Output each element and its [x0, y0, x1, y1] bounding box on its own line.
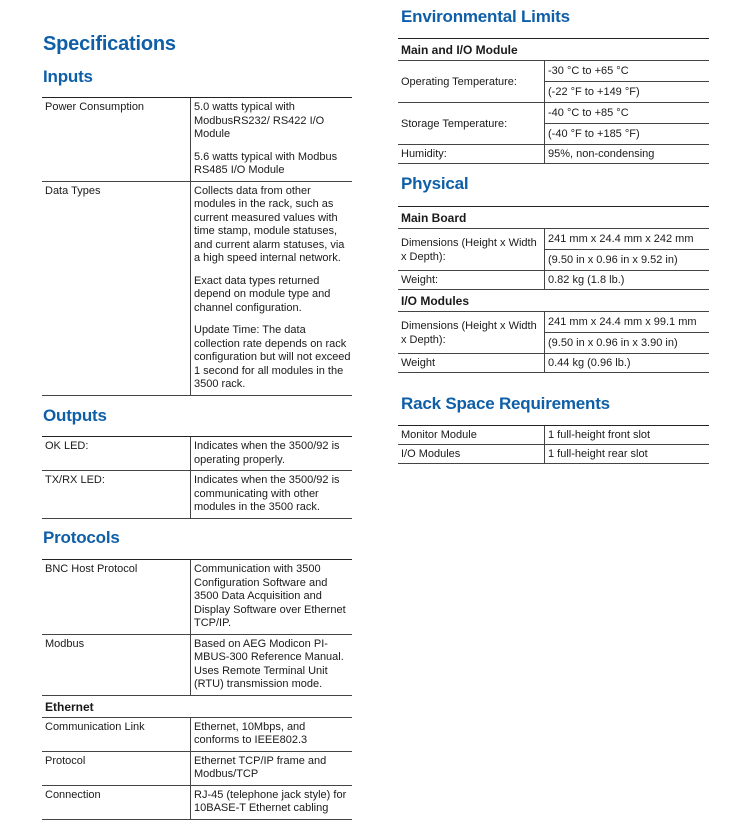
group-header: I/O Modules: [398, 290, 709, 312]
specifications-title: Specifications: [43, 33, 176, 55]
value-text: RJ-45 (telephone jack style) for 10BASE-T Ethernet cabling: [194, 788, 347, 814]
value-text: 0.44 kg (0.96 lb.): [548, 357, 631, 369]
environmental-table: [398, 38, 709, 164]
row-label: Power Consumption: [45, 101, 145, 113]
row-value: [544, 145, 709, 163]
table-row: [42, 635, 352, 696]
table-row: [42, 98, 352, 182]
value-text: (9.50 in x 0.96 in x 3.90 in): [545, 332, 709, 353]
row-value: [544, 426, 709, 444]
row-label: Communication Link: [45, 720, 145, 733]
row-label: BNC Host Protocol: [45, 563, 138, 575]
value-text: 5.0 watts typical with ModbusRS232/ RS422 I/O Module: [194, 101, 325, 140]
row-label: Protocol: [45, 754, 86, 767]
rack-space-title: Rack Space Requirements: [401, 394, 610, 413]
table-row: [398, 103, 709, 145]
value-text: (9.50 in x 0.96 in x 9.52 in): [545, 249, 709, 270]
row-label: Humidity:: [401, 148, 447, 160]
table-row: [398, 145, 709, 164]
physical-title: Physical: [401, 174, 469, 193]
row-label: Data Types: [45, 184, 101, 197]
outputs-title: Outputs: [43, 406, 107, 425]
inputs-table: [42, 97, 352, 396]
row-value: [190, 752, 352, 785]
table-row: [42, 437, 352, 471]
row-label: Weight: [401, 357, 436, 369]
row-value: [190, 471, 352, 518]
row-value: [190, 786, 352, 819]
row-value: [190, 98, 352, 181]
value-text: Communication with 3500 Configuration Software and 3500 Data Acquisition and Display Software over Ethernet TCP/IP.: [194, 563, 346, 629]
rack-space-table: [398, 425, 709, 464]
row-value: [190, 182, 352, 395]
value-text: 1 full-height front slot: [548, 429, 651, 441]
value-text: Based on AEG Modicon PI-MBUS-300 Reference Manual. Uses Remote Terminal Unit (RTU) transmission mode.: [194, 637, 344, 690]
table-row: [398, 426, 709, 445]
row-label: Storage Temperature:: [401, 117, 508, 130]
table-row: [42, 786, 352, 820]
row-label: Connection: [45, 788, 101, 801]
value-text: (-40 °F to +185 °F): [545, 123, 709, 144]
value-text: -30 °C to +65 °C: [548, 65, 629, 77]
outputs-table: [42, 436, 352, 519]
row-label: Dimensions (Height x Width x Depth):: [401, 236, 537, 263]
value-text: Exact data types returned depend on module type and channel configuration.: [194, 274, 331, 314]
table-row: [398, 271, 709, 290]
group-header: Main Board: [398, 207, 709, 229]
value-text: 5.6 watts typical with Modbus RS485 I/O Module: [194, 150, 338, 176]
value-text: Indicates when the 3500/92 is operating properly.: [194, 440, 340, 466]
row-label: Operating Temperature:: [401, 75, 517, 88]
value-text: Ethernet TCP/IP frame and Modbus/TCP: [194, 754, 327, 780]
table-row: [398, 229, 709, 271]
value-text: Update Time: The data collection rate depends on rack configuration but will not exceed 1 second for all modules in the 3500 rack.: [194, 324, 351, 390]
row-value: [190, 718, 352, 751]
row-value: [544, 229, 709, 270]
row-value: [544, 103, 709, 144]
value-text: 241 mm x 24.4 mm x 242 mm: [548, 233, 694, 245]
table-row: [42, 560, 352, 635]
table-row: [398, 312, 709, 354]
protocols-table: [42, 559, 352, 820]
row-value: [190, 635, 352, 695]
value-text: -40 °C to +85 °C: [548, 107, 629, 119]
table-row: [42, 471, 352, 519]
row-value: [544, 61, 709, 102]
row-value: [544, 445, 709, 463]
row-label: OK LED:: [45, 440, 89, 452]
value-text: 1 full-height rear slot: [548, 448, 648, 460]
table-row: [398, 61, 709, 103]
value-text: 0.82 kg (1.8 lb.): [548, 274, 625, 286]
row-value: [544, 312, 709, 353]
row-value: [190, 437, 352, 470]
value-text: Collects data from other modules in the rack, such as current measured values with time stamp, module statuses, and current alarm statuses, via a high speed internal network.: [194, 184, 345, 264]
row-value: [544, 271, 709, 289]
row-label: Dimensions (Height x Width x Depth):: [401, 319, 537, 346]
value-text: (-22 °F to +149 °F): [545, 81, 709, 102]
protocols-title: Protocols: [43, 528, 120, 547]
table-row: [42, 182, 352, 396]
table-row: [398, 445, 709, 464]
value-text: Indicates when the 3500/92 is communicating with other modules in the 3500 rack.: [194, 474, 340, 513]
value-text: 241 mm x 24.4 mm x 99.1 mm: [548, 316, 697, 328]
table-row: [42, 718, 352, 752]
inputs-title: Inputs: [43, 67, 93, 86]
ethernet-group-header: Ethernet: [42, 696, 352, 718]
table-row: [42, 752, 352, 786]
row-value: [544, 354, 709, 372]
physical-table: [398, 206, 709, 373]
row-label: Monitor Module: [401, 429, 477, 441]
value-text: 95%, non-condensing: [548, 148, 655, 160]
row-label: Weight:: [401, 274, 439, 286]
row-value: [190, 560, 352, 634]
group-header: Main and I/O Module: [398, 39, 709, 61]
row-label: I/O Modules: [401, 448, 461, 460]
row-label: Modbus: [45, 637, 85, 650]
value-text: Ethernet, 10Mbps, and conforms to IEEE802.3: [194, 720, 308, 746]
environmental-title: Environmental Limits: [401, 7, 570, 26]
table-row: [398, 354, 709, 373]
row-label: TX/RX LED:: [45, 474, 105, 486]
